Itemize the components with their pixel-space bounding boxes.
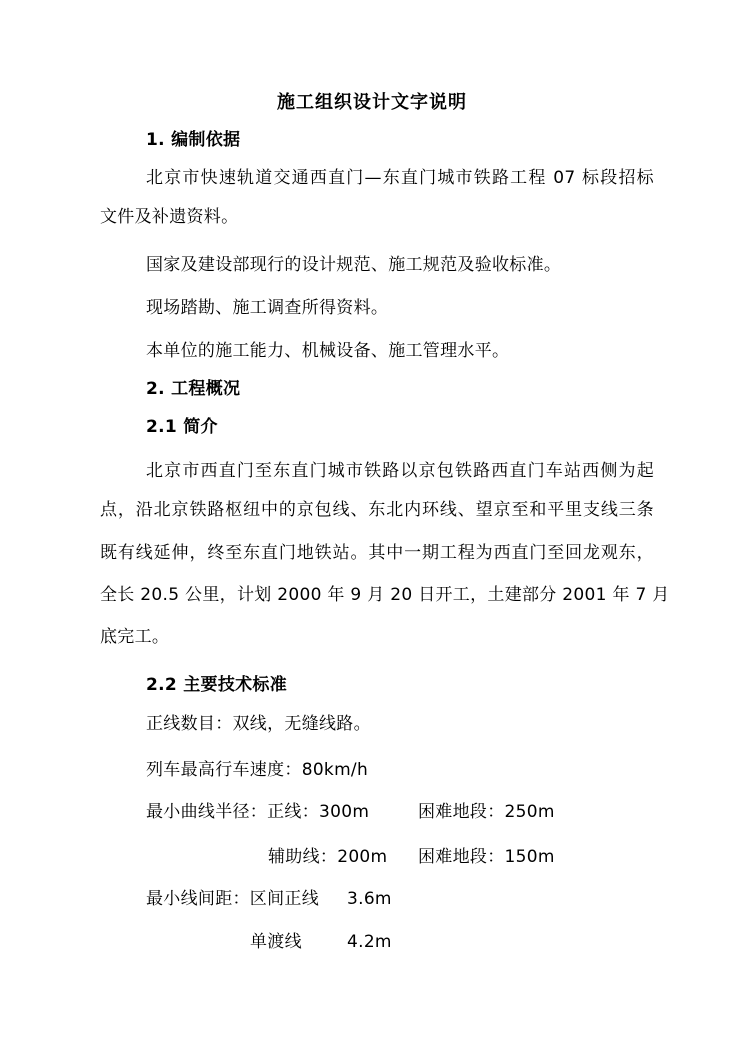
min-track-spacing-main-value: 3.6m (347, 889, 392, 909)
basis-paragraph-3: 现场踏勘、施工调查所得资料。 (146, 298, 389, 318)
min-curve-radius-main: 最小曲线半径：正线：300m (146, 802, 370, 822)
section-2-heading: 2. 工程概况 (146, 379, 241, 399)
basis-paragraph-4: 本单位的施工能力、机械设备、施工管理水平。 (146, 341, 510, 361)
intro-line-4: 全长 20.5 公里，计划 2000 年 9 月 20 日开工，土建部分 2001 年 7 月 (100, 585, 670, 605)
standard-max-speed: 列车最高行车速度：80km/h (146, 760, 369, 780)
subsection-2-2-heading: 2.2 主要技术标准 (146, 675, 288, 695)
section-1-heading: 1. 编制依据 (146, 130, 241, 150)
intro-line-1: 北京市西直门至东直门城市铁路以京包铁路西直门车站西侧为起 (146, 461, 654, 481)
min-curve-radius-auxiliary: 辅助线：200m (268, 847, 388, 867)
standard-track-count: 正线数目：双线，无缝线路。 (146, 714, 371, 734)
basis-paragraph-2: 国家及建设部现行的设计规范、施工规范及验收标准。 (146, 255, 562, 275)
intro-line-2: 点，沿北京铁路枢纽中的京包线、东北内环线、望京至和平里支线三条 (100, 500, 654, 520)
min-curve-radius-difficult-auxiliary: 困难地段：150m (418, 847, 555, 867)
page-title: 施工组织设计文字说明 (277, 92, 467, 113)
crossover-label: 单渡线 (250, 932, 302, 952)
crossover-spacing-value: 4.2m (347, 932, 392, 952)
min-curve-radius-difficult-main: 困难地段：250m (418, 802, 555, 822)
basis-paragraph-line-2: 文件及补遗资料。 (100, 207, 239, 227)
subsection-2-1-heading: 2.1 简介 (146, 417, 218, 437)
basis-paragraph-line-1: 北京市快速轨道交通西直门—东直门城市铁路工程 07 标段招标 (146, 168, 654, 188)
intro-line-5: 底完工。 (100, 627, 170, 647)
min-track-spacing-label: 最小线间距：区间正线 (146, 889, 319, 909)
intro-line-3: 既有线延伸，终至东直门地铁站。其中一期工程为西直门至回龙观东， (100, 543, 654, 563)
